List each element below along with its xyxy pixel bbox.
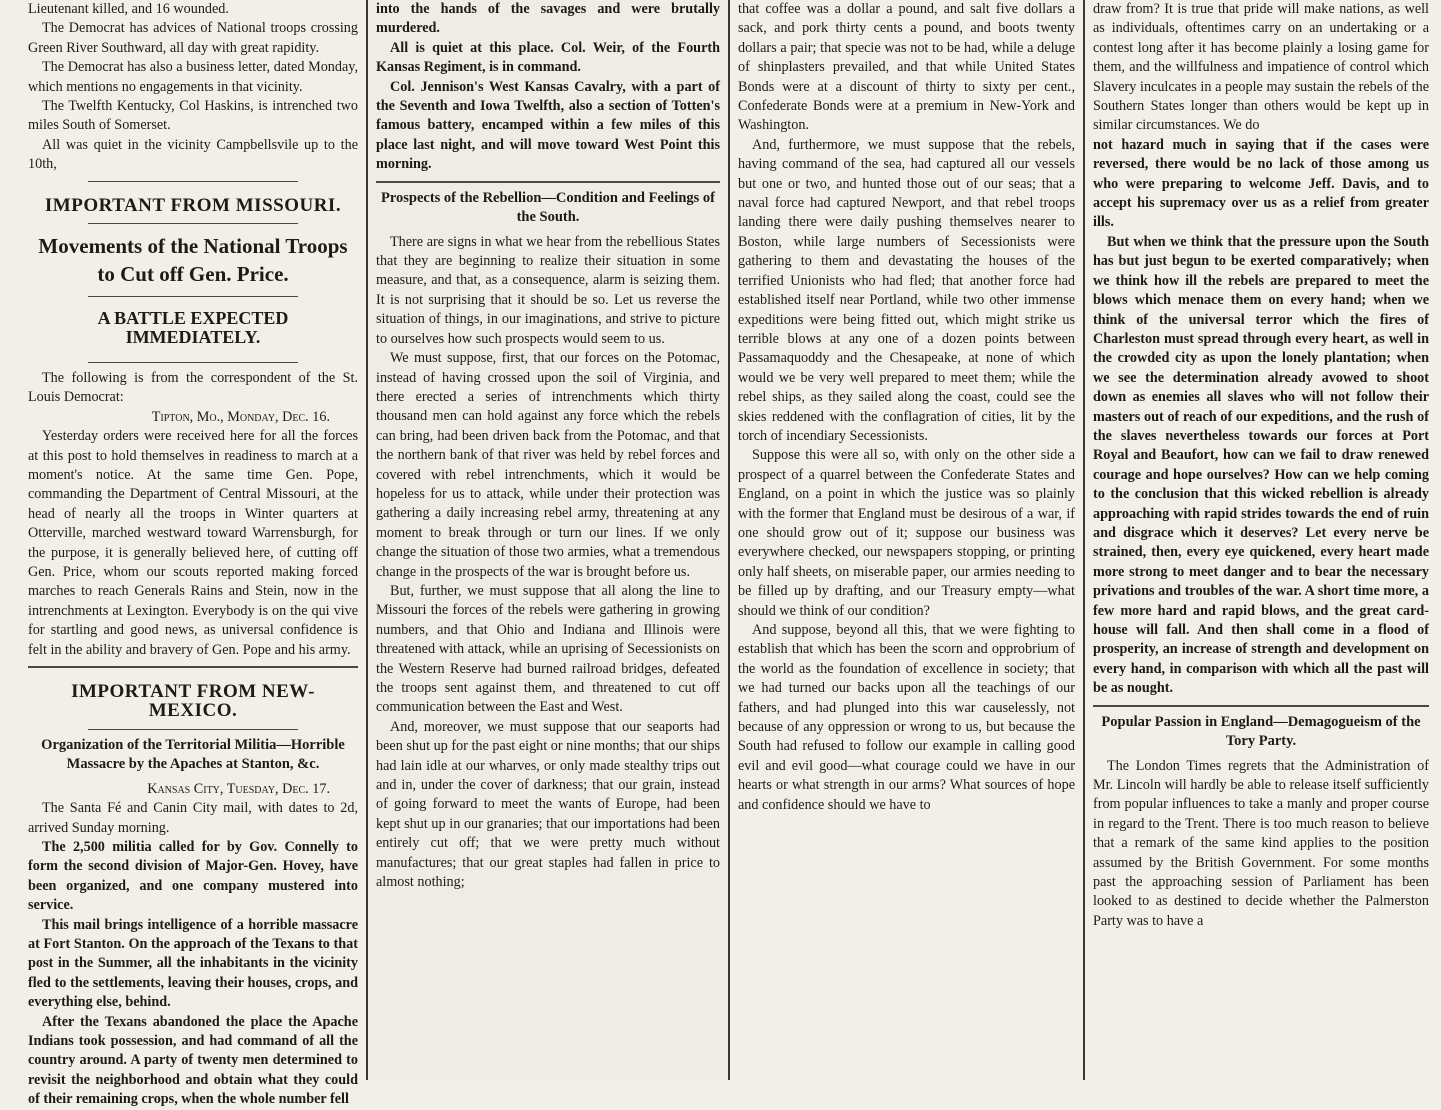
paragraph: draw from? It is true that pride will make nations, as well as individuals, oftentimes carry on an undertaking or a contest long after it has become plainly a losing game for them, and the willfulness and impatience of control which Slavery inculcates in a people may sustain the rebels of the Southern States longer than others would be kept up in similar circumstances. We do [1093,1,1429,134]
paragraph: We must suppose, first, that our forces on the Potomac, instead of having crossed upon the soil of Virginia, and there erected a series of intrenchments which thirty thousand men can hold against any force which the rebels can bring, had been driven back from the Potomac, and that the northern bank of that river was held by rebel forces and covered with rebel intrenchments, which it would be hopeless for us to attack, while under their protection was gathering a daily increasing rebel army, threatening at any moment to break through or turn our lines. If we only change the situation of those two armies, what a tremendous change in the prospects of the war is brought before us. [376,350,720,580]
paragraph: And, moreover, we must suppose that our seaports had been shut up for the past eight or nine months; that our ships had lain idle at our wharves, or only made stealthy trips out and in, under the cover of darkness; that our grain, instead of going forward to meet the wants of Europe, had been kept shut up in our granaries; that our importations had been entirely cut off; that we were pretty much without manufactures; that our great staples had fallen in price to almost nothing; [376,718,720,891]
paragraph: Lieutenant killed, and 16 wounded. [28,1,229,17]
paragraph: into the hands of the savages and were brutally murdered. [376,1,720,37]
headline: Movements of the National Troops to Cut off Gen. Price. [38,234,348,287]
article-title: Organization of the Territorial Militia—Horrible Massacre by the Apaches at Stanton, &c. [41,736,345,772]
section-heading: IMPORTANT FROM NEW-MEXICO. [71,680,315,722]
paragraph: But when we think that the pressure upon the South has but just begun to be exerted comparatively; when we think how ill the rebels are prepared to meet the blows which menace them on every hand; when we think of the universal terror which the fires of Charleston must spread through every heart, as well in the crowded city as upon the lonely plantation; when we see the determination already avowed to shoot down as enemies all slaves who will not follow their masters out of reach of our expeditions, and the rush of the slaves nevertheless towards our forces at Port Royal and Beaufort, how can we fail to draw renewed courage and hope ourselves? How can we help coming to the conclusion that this wicked rebellion is already approaching with rapid strides towards the end of ruin and disgrace which it deserves? Let every nerve be strained, then, every eye quickened, every heart made more strong to meet danger and to bear the necessary privations and troubles of the war. A short time more, a few more hard and rapid blows, and the great card-house will fall. And then shall come in a flood of prosperity, an increase of strength and development on every hand, in comparison with which all the past will be as nought. [1093,233,1429,697]
paragraph: Col. Jennison's West Kansas Cavalry, with a part of the Seventh and Iowa Twelfth, also a section of Totten's famous battery, encamped within a few miles of this place last night, and will move toward West Point this morning. [376,78,720,173]
divider-rule [88,362,298,363]
article-title: Prospects of the Rebellion—Condition and Feelings of the South. [380,189,716,225]
paragraph: And, furthermore, we must suppose that the rebels, having command of the sea, had captured all our vessels but one or two, and hunted those out of our seas; that a naval force had captured Newport, and that rebel troops landing there were daily pushing themselves nearer to Boston, while large numbers of Secessionists were gathering to them and devastating the houses of the terrified Unionists who had fled; that another force had established itself near Portland, while two other immense expeditions were being fitted out, which might strike us terrible blows at any one of a dozen points between Passamaquoddy and the Chesapeake, at none of which would we be very well prepared to meet them; while the rebel ships, as they sailed along the coast, could see the skies reddened with the conflagration of cities, lit by the torch of incendiary Secessionists. [738,136,1075,444]
divider-rule [88,181,298,182]
paragraph: There are signs in what we hear from the rebellious States that they are beginning to realize their situation in some measure, and that, as a consequence, alarm is seizing them. It is not surprising that it should be so. Let us reverse the situation of things, in our imaginations, and strive to picture to ourselves how such prospects would seem to us. [376,233,720,347]
subheadline: A BATTLE EXPECTED IMMEDIATELY. [97,308,289,348]
article-title: Popular Passion in England—Demagogueism of the Tory Party. [1101,713,1421,749]
divider-rule [88,729,298,730]
paragraph: The Democrat has also a business letter, dated Monday, which mentions no engagements in that vicinity. [28,59,358,95]
divider-rule [28,666,358,668]
divider-rule [1093,705,1429,707]
paragraph: All was quiet in the vicinity Campbellsvile up to the 10th, [28,136,358,173]
column-2 [366,0,728,1080]
paragraph: not hazard much in saying that if the cases were reversed, there would be no lack of those among us who were preparing to welcome Jeff. Davis, and to accept his supremacy over us as a relief from greater ills. [1093,136,1429,231]
paragraph: The 2,500 militia called for by Gov. Connelly to form the second division of Major-Gen. Hovey, have been organized, and one company mustered into service. [28,839,358,914]
column-1 [4,0,366,1108]
paragraph: But, further, we must suppose that all along the line to Missouri the forces of the rebels were gathering in growing numbers, and that Ohio and Indiana and Illinois were threatened with attack, while an uprising of Secessionists on the Western Reserve had burned railroad bridges, defeated the troops sent against them, and threatened to cut off communication between the East and West. [376,582,720,716]
paragraph: Yesterday orders were received here for all the forces at this post to hold themselves in readiness to march at a moment's notice. At the same time Gen. Pope, commanding the Department of Central Missouri, at the head of nearly all the troops in Winter quarters at Otterville, marched westward toward Warrensburgh, for the purpose, it is generally believed here, of cutting off Gen. Price, whom our scouts reported making forced marches to reach Generals Rains and Stein, now in the intrenchments at Lexington. Everybody is on the qui vive for startling and good news, as universal confidence is felt in the ability and bravery of Gen. Pope and his army. [28,428,358,658]
paragraph: The London Times regrets that the Administration of Mr. Lincoln will hardly be able to release itself sufficiently from popular influences to take a manly and proper course in regard to the Trent. There is too much reason to believe that a remark of the same kind applies to the position assumed by the British Government. For some months past the approaching session of Parliament has been looked to as destined to decide whether the Palmerston Party was to have a [1093,757,1429,929]
column-4 [1083,0,1437,1080]
divider-rule [88,223,298,224]
dateline: Tipton, Mo., Monday, Dec. 16. [151,408,330,425]
paragraph: All is quiet at this place. Col. Weir, of the Fourth Kansas Regiment, is in command. [376,39,720,76]
paragraph: And suppose, beyond all this, that we were fighting to establish that which has been the scorn and opprobrium of the world as the foundation of excellence in society; that we had turned our backs upon all the teachings of our fathers, and had plunged into this war causelessly, not because of any oppression or wrong to us, but because the South had refused to follow our example in calling good evil and evil good—what courage could we have in our hearts or what strength in our arms? What sources of hope and confidence should we have to [738,622,1075,813]
paragraph: After the Texans abandoned the place the Apache Indians took possession, and had command of all the country around. A party of twenty men determined to revisit the neighborhood and obtain what they could of their remaining crops, when the whole number fell [28,1013,358,1108]
paragraph: The following is from the correspondent of the St. Louis Democrat: [28,369,358,406]
section-heading: IMPORTANT FROM MISSOURI. [44,194,342,216]
divider-rule [376,181,720,183]
paragraph: Suppose this were all so, with only on the other side a prospect of a quarrel between the Confederate States and England, on a point in which the justice was so plainly with the former that England must be desirous of a war, if one should grow out of it; suppose our business was everywhere checked, our newspapers stopping, or printing only half sheets, on miserable paper, our armies needing to be filled up by drafting, and our Treasury empty—what should we think of our condition? [738,447,1075,619]
divider-rule [88,296,298,297]
dateline: Kansas City, Tuesday, Dec. 17. [147,780,330,797]
paragraph: The Santa Fé and Canin City mail, with dates to 2d, arrived Sunday morning. [28,800,358,836]
paragraph: The Twelfth Kentucky, Col Haskins, is intrenched two miles South of Somerset. [28,98,358,134]
paragraph: that coffee was a dollar a pound, and salt five dollars a sack, and pork thirty cents a pound, and boots twenty dollars a pair; that specie was not to be had, while a deluge of shinplasters prevailed, and that while United States Bonds were at a discount of thirty to sixty per cent., Confederate Bonds were at a premium in New-York and Washington. [738,1,1075,134]
paragraph: This mail brings intelligence of a horrible massacre at Fort Stanton. On the approach of the Texans to that post in the Summer, all the inhabitants in the vicinity fled to the settlements, leaving their houses, crops, and everything else, behind. [28,916,358,1011]
column-3 [728,0,1083,1080]
paragraph: The Democrat has advices of National troops crossing Green River Southward, all day with great rapidity. [28,20,358,56]
